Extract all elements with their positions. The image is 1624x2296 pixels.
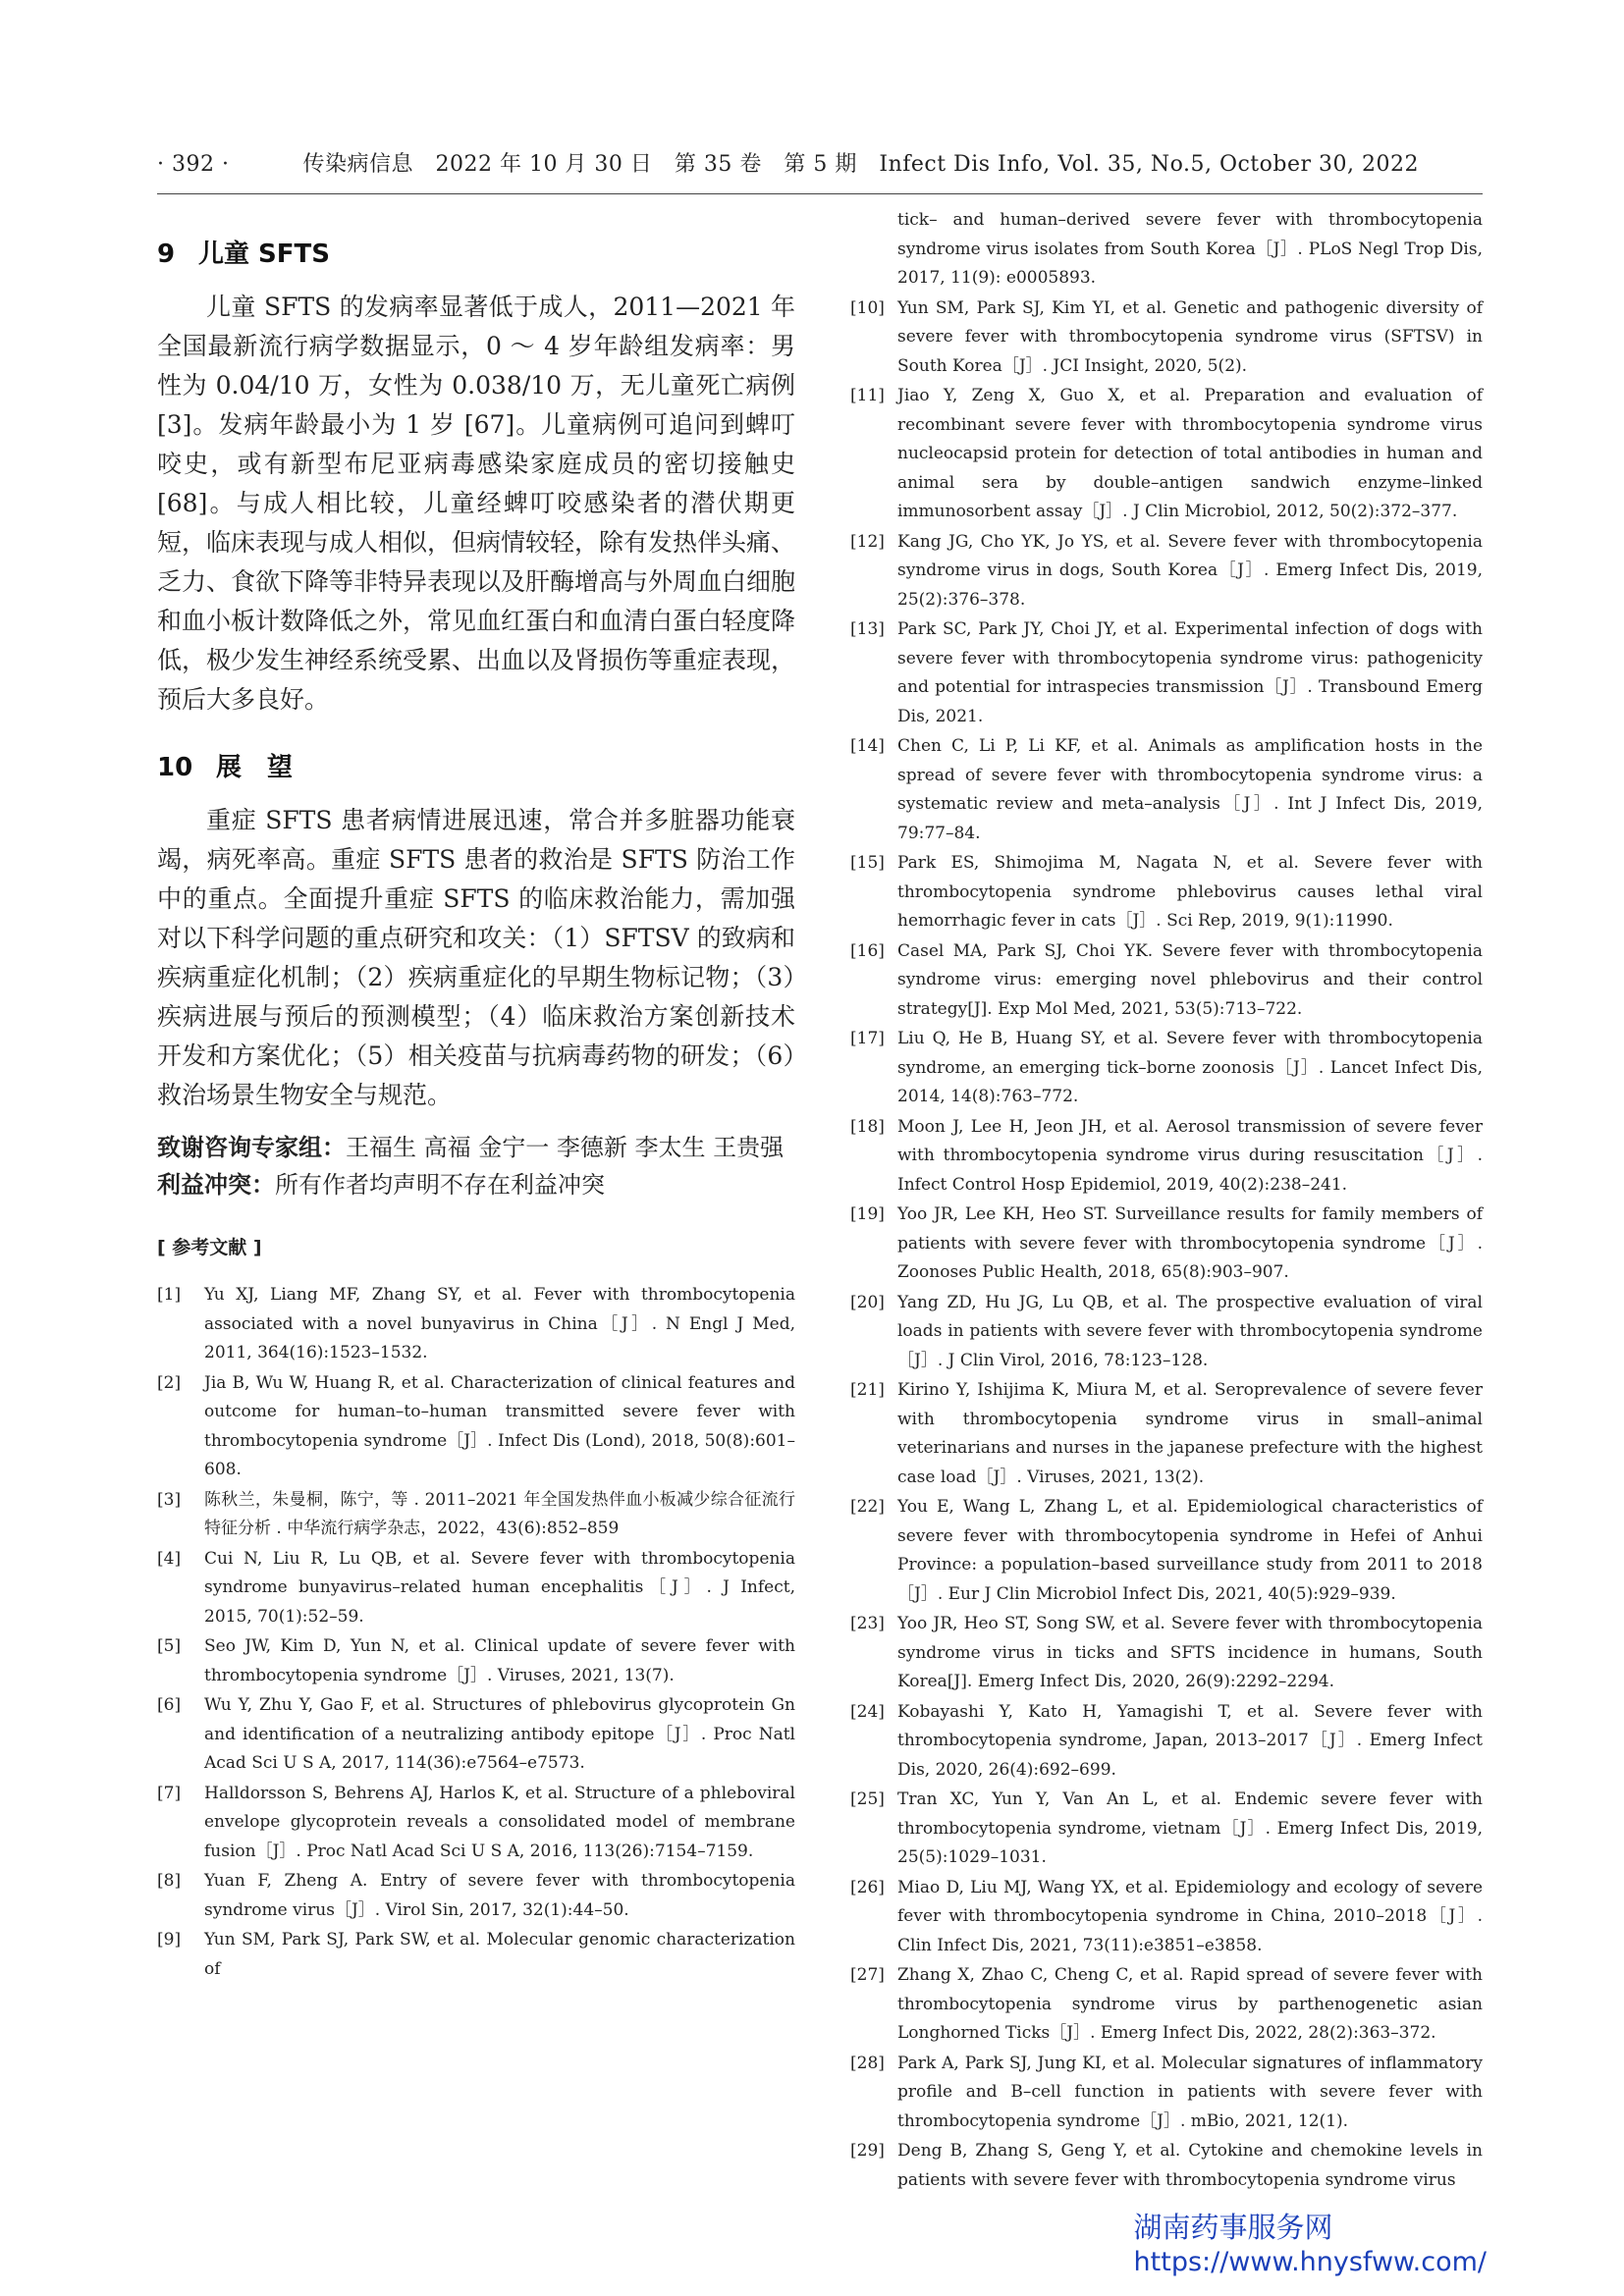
reference-text: Liu Q, He B, Huang SY, et al. Severe fever with thrombocytopenia syndrome, an emerging tick–borne zoonosis［J］. Lancet Infect Dis, 2014, 14(8):763–772. [897,1029,1483,1106]
acknowledgement [157,1129,795,1166]
reference-item [850,2137,1483,2195]
reference-item [157,1867,795,1925]
reference-item [157,1545,795,1632]
reference-text: Moon J, Lee H, Jeon JH, et al. Aerosol transmission of severe fever with thrombocytopenia syndrome virus during resuscitation［J］. Infect Control Hosp Epidemiol, 2019, 40(2):238–241. [897,1116,1483,1195]
reference-number: [28] [850,2053,885,2073]
watermark-name: 湖南药事服务网 [1133,2211,1333,2244]
reference-text: Yun SM, Park SJ, Park SW, et al. Molecular genomic characterization of [204,1930,795,1979]
reference-text: 陈秋兰，朱曼桐，陈宁，等 . 2011–2021 年全国发热伴血小板减少综合征流行特征分析 . 中华流行病学杂志，2022，43(6):852–859 [204,1489,795,1538]
reference-text: Yu XJ, Liang MF, Zhang SY, et al. Fever with thrombocytopenia associated with a novel bunyavirus in China［J］. N Engl J Med, 2011, 364(16):1523–1532. [204,1285,795,1362]
reference-item [850,1698,1483,1786]
reference-item [850,528,1483,615]
reference-list-left [157,1281,795,1984]
reference-number: [3] [157,1489,182,1510]
watermark [1134,2209,1487,2279]
reference-item [157,1691,795,1779]
section-number: 10 [157,753,193,782]
section-number: 9 [157,240,176,269]
reference-number: [5] [157,1636,182,1656]
conflict-statement [157,1166,795,1203]
reference-number: [8] [157,1871,182,1891]
reference-item [850,1786,1483,1873]
reference-item [850,1201,1483,1288]
reference-number: [14] [850,736,885,756]
reference-item [850,1610,1483,1697]
page-number: · 392 · [157,152,230,177]
reference-number: [1] [157,1285,182,1305]
reference-text: Halldorsson S, Behrens AJ, Harlos K, et al. Structure of a phleboviral envelope glycoprotein reveals a consolidated model of membrane fusion［J］. Proc Natl Acad Sci U S A, 2016, 113(26):7154–7159. [204,1783,795,1861]
reference-number: [27] [850,1965,885,1985]
reference-number: [21] [850,1380,885,1400]
reference-text: Yang ZD, Hu JG, Lu QB, et al. The prospective evaluation of viral loads in patients with severe fever with thrombocytopenia syndrome［J］. J Clin Virol, 2016, 78:123–128. [897,1292,1483,1370]
section-9-heading [157,234,795,270]
reference-text: Yun SM, Park SJ, Kim YI, et al. Genetic and pathogenic diversity of severe fever with thrombocytopenia syndrome virus (SFTSV) in South Korea［J］. JCI Insight, 2020, 5(2). [897,297,1483,376]
reference-number: [10] [850,297,885,318]
reference-text: Tran XC, Yun Y, Van An L, et al. Endemic severe fever with thrombocytopenia syndrome, vietnam［J］. Emerg Infect Dis, 2019, 25(5):1029–1031. [897,1789,1483,1867]
reference-number: [20] [850,1292,885,1312]
reference-text: Cui N, Liu R, Lu QB, et al. Severe fever with thrombocytopenia syndrome bunyavirus–related human encephalitis［J］. J Infect, 2015, 70(1):52–59. [204,1548,795,1627]
right-column [850,206,1483,2196]
reference-number: [17] [850,1029,885,1048]
reference-text: Kirino Y, Ishijima K, Miura M, et al. Seroprevalence of severe fever with thrombocytopenia syndrome virus in small–animal veterinarians and nurses in the japanese prefecture with the highest case load［J］. Viruses, 2021, 13(2). [897,1380,1483,1487]
reference-item [850,1874,1483,1961]
reference-item [157,1780,795,1867]
watermark-url[interactable]: https://www.hnysfww.com/ [1133,2247,1487,2277]
reference-number: [24] [850,1701,885,1722]
reference-number: [23] [850,1614,885,1633]
reference-text: Yuan F, Zheng A. Entry of severe fever with thrombocytopenia syndrome virus［J］. Virol Sin, 2017, 32(1):44–50. [204,1871,795,1920]
conflict-text: 所有作者均声明不存在利益冲突 [275,1171,605,1199]
reference-text: Casel MA, Park SJ, Choi YK. Severe fever with thrombocytopenia syndrome virus: emerging novel phlebovirus and their control strategy[J]. Exp Mol Med, 2021, 53(5):713–722. [897,940,1483,1019]
reference-item [850,294,1483,382]
reference-number: [26] [850,1877,885,1897]
reference-text: Zhang X, Zhao C, Cheng C, et al. Rapid spread of severe fever with thrombocytopenia syndrome virus by parthenogenetic asian Longhorned Ticks［J］. Emerg Infect Dis, 2022, 28(2):363–372. [897,1965,1483,2043]
reference-item [850,937,1483,1025]
header-rule [157,193,1483,194]
reference-item [850,615,1483,731]
reference-text: Park A, Park SJ, Jung KI, et al. Molecular signatures of inflammatory profile and B–cell function in patients with severe fever with thrombocytopenia syndrome［J］. mBio, 2021, 12(1). [897,2053,1483,2131]
references-heading: [ 参考文献 ] [157,1237,262,1258]
reference-text: Wu Y, Zhu Y, Gao F, et al. Structures of phlebovirus glycoprotein Gn and identification of a neutralizing antibody epitope［J］. Proc Natl Acad Sci U S A, 2017, 114(36):e7564–e7573. [204,1695,795,1773]
reference-number: [12] [850,531,885,552]
reference-text: Seo JW, Kim D, Yun N, et al. Clinical update of severe fever with thrombocytopenia syndrome［J］. Viruses, 2021, 13(7). [204,1636,795,1685]
reference-number: [9] [157,1930,182,1949]
section-title: 展望 [216,753,319,782]
section-10-paragraph: 重症 SFTS 患者病情进展迅速，常合并多脏器功能衰竭，病死率高。重症 SFTS 患者的救治是 SFTS 防治工作中的重点。全面提升重症 SFTS 的临床救治能力，需加强对以下科学问题的重点研究和攻关：（1）SFTSV 的致病和疾病重症化机制；（2）疾病重症化的早期生物标记物；（3）疾病进展与预后的预测模型；（4）临床救治方案创新技术开发和方案优化；（5）相关疫苗与抗病毒药物的研发；（6）救治场景生物安全与规范。 [157,806,795,1109]
reference-text: Park ES, Shimojima M, Nagata N, et al. Severe fever with thrombocytopenia syndrome phlebovirus causes lethal viral hemorrhagic fever in cats［J］. Sci Rep, 2019, 9(1):11990. [897,853,1483,931]
reference-text: Park SC, Park JY, Choi JY, et al. Experimental infection of dogs with severe fever with thrombocytopenia syndrome virus: pathogenicity and potential for intraspecies transmission［J］. Transbound Emerg Dis, 2021. [897,619,1483,726]
journal-citation: 传染病信息 2022 年 10 月 30 日 第 35 卷 第 5 期 Infect Dis Info, Vol. 35, No.5, October 30, 2022 [302,152,1419,177]
reference-number: [29] [850,2141,885,2161]
reference-9-continued: tick– and human–derived severe fever with thrombocytopenia syndrome virus isolates from South Korea［J］. PLoS Negl Trop Dis, 2017, 11(9): e0005893. [897,210,1483,288]
reference-text: Kobayashi Y, Kato H, Yamagishi T, et al. Severe fever with thrombocytopenia syndrome, Japan, 2013–2017［J］. Emerg Infect Dis, 2020, 26(4):692–699. [897,1701,1483,1780]
reference-item [850,849,1483,936]
reference-item [850,382,1483,527]
reference-number: [7] [157,1783,182,1803]
reference-text: Miao D, Liu MJ, Wang YX, et al. Epidemiology and ecology of severe fever with thrombocytopenia syndrome in China, 2010–2018［J］. Clin Infect Dis, 2021, 73(11):e3851–e3858. [897,1877,1483,1955]
reference-number: [13] [850,619,885,639]
reference-item [850,1113,1483,1201]
section-9-paragraph: 儿童 SFTS 的发病率显著低于成人，2011—2021 年全国最新流行病学数据显示，0 ～ 4 岁年龄组发病率：男性为 0.04/10 万，女性为 0.038/10 万，无儿童死亡病例 [3]。发病年龄最小为 1 岁 [67]。儿童病例可追问到蜱叮咬史，或有新型布尼亚病毒感染家庭成员的密切接触史 [68]。与成人相比较，儿童经蜱叮咬感染者的潜伏期更短，临床表现与成人相似，但病情较轻，除有发热伴头痛、乏力、食欲下降等非特异表现以及肝酶增高与外周血白细胞和血小板计数降低之外，常见血红蛋白和血清白蛋白轻度降低，极少发生神经系统受累、出血以及肾损伤等重症表现，预后大多良好。 [157,293,796,714]
reference-item [157,1369,795,1485]
reference-number: [2] [157,1372,182,1393]
reference-item [157,1632,795,1690]
reference-text: Jia B, Wu W, Huang R, et al. Characterization of clinical features and outcome for human–to–human transmitted severe fever with thrombocytopenia syndrome［J］. Infect Dis (Lond), 2018, 50(8):601–608. [204,1372,795,1479]
reference-item [850,2050,1483,2137]
section-title: 儿童 SFTS [198,240,330,269]
reference-text: Yoo JR, Lee KH, Heo ST. Surveillance results for family members of patients with severe fever with thrombocytopenia syndrome［J］. Zoonoses Public Health, 2018, 65(8):903–907. [897,1204,1483,1282]
ack-label: 致谢咨询专家组： [157,1134,346,1161]
running-header [157,147,1483,178]
reference-item [157,1926,795,1984]
reference-number: [18] [850,1116,885,1137]
reference-text: You E, Wang L, Zhang L, et al. Epidemiological characteristics of severe fever with thrombocytopenia syndrome in Hefei of Anhui Province: a population–based surveillance study from 2011 to 2018［J］. Eur J Clin Microbiol Infect Dis, 2021, 40(5):929–939. [897,1497,1483,1604]
reference-text: Chen C, Li P, Li KF, et al. Animals as amplification hosts in the spread of severe fever with thrombocytopenia syndrome virus: a systematic review and meta–analysis［J］. Int J Infect Dis, 2019, 79:77–84. [897,736,1483,843]
ack-text: 王福生 高福 金宁一 李德新 李太生 王贵强 [346,1134,785,1161]
section-10-heading [157,747,795,783]
reference-number: [16] [850,940,885,961]
reference-list-right [850,294,1483,2196]
reference-number: [22] [850,1497,885,1517]
reference-item [850,1961,1483,2049]
reference-text: Jiao Y, Zeng X, Guo X, et al. Preparation and evaluation of recombinant severe fever with thrombocytopenia syndrome virus nucleocapsid protein for detection of total antibodies in human and animal sera by double–antigen sandwich enzyme–linked immunosorbent assay［J］. J Clin Microbiol, 2012, 50(2):372–377. [897,386,1483,521]
reference-number: [4] [157,1548,182,1569]
reference-number: [25] [850,1789,885,1809]
reference-number: [6] [157,1695,182,1715]
reference-item [850,1493,1483,1609]
reference-item [850,1289,1483,1376]
reference-number: [19] [850,1204,885,1224]
reference-number: [11] [850,386,885,405]
reference-text: Yoo JR, Heo ST, Song SW, et al. Severe fever with thrombocytopenia syndrome virus in ticks and SFTS incidence in humans, South Korea[J]. Emerg Infect Dis, 2020, 26(9):2292–2294. [897,1614,1483,1691]
left-column [157,206,795,1985]
reference-text: Deng B, Zhang S, Geng Y, et al. Cytokine and chemokine levels in patients with severe fever with thrombocytopenia syndrome virus [897,2141,1483,2190]
reference-item [850,1025,1483,1112]
conflict-label: 利益冲突： [157,1171,275,1199]
reference-item [850,732,1483,848]
reference-item [157,1486,795,1544]
reference-item [157,1281,795,1368]
reference-number: [15] [850,853,885,873]
reference-text: Kang JG, Cho YK, Jo YS, et al. Severe fever with thrombocytopenia syndrome virus in dogs, South Korea［J］. Emerg Infect Dis, 2019, 25(2):376–378. [897,531,1483,610]
reference-item [850,1376,1483,1492]
